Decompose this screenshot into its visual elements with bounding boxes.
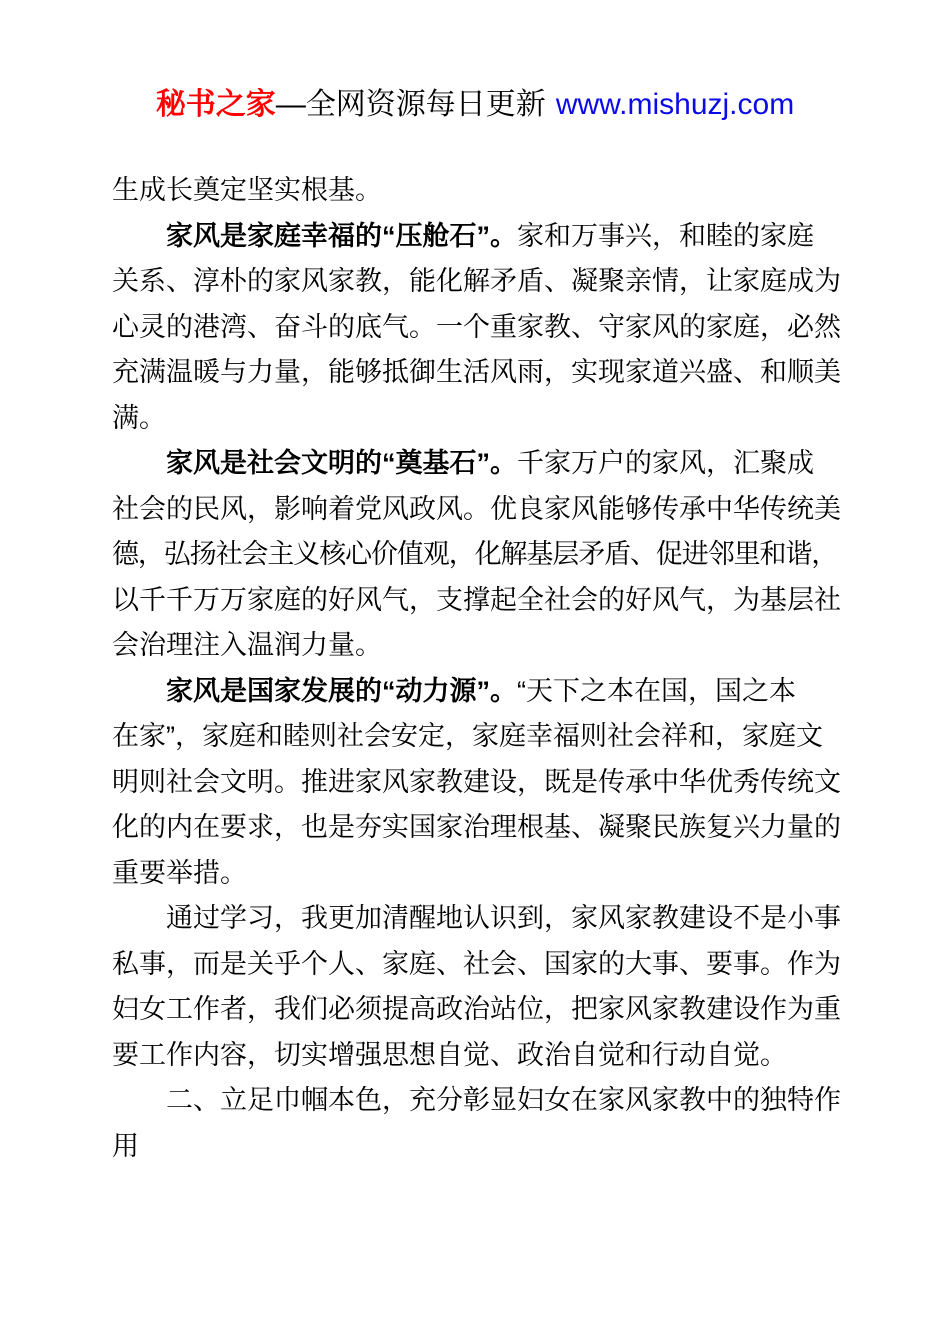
document-body	[112, 168, 841, 1169]
bold-lead-in: 家风是国家发展的“动力源”。	[166, 675, 517, 706]
paragraph-start-line: 家风是社会文明的“奠基石”。千家万户的家风，汇聚成	[166, 448, 814, 478]
text-line: 生成长奠定坚实根基。	[112, 175, 382, 205]
header-url: www.mishuzj.com	[555, 88, 795, 121]
section-heading-line: 二、立足巾帼本色，充分彰显妇女在家风家教中的独特作	[166, 1085, 841, 1115]
section-heading-line: 用	[112, 1130, 139, 1161]
text-line: 满。	[112, 402, 166, 433]
text-line: 重要举措。	[112, 857, 247, 888]
text-line: 化的内在要求，也是夯实国家治理根基、凝聚民族复兴力量的	[112, 812, 841, 842]
text-line: 会治理注入温润力量。	[112, 630, 382, 660]
bold-lead-in: 家风是家庭幸福的“压舱石”。	[166, 220, 517, 251]
text-line: 在家”，家庭和睦则社会安定，家庭幸福则社会祥和，家庭文	[112, 721, 823, 751]
page-header	[0, 86, 950, 124]
text-line: 德，弘扬社会主义核心价值观，化解基层矛盾、促进邻里和谐，	[112, 539, 838, 569]
text-line: 社会的民风，影响着党风政风。优良家风能够传承中华传统美	[112, 493, 841, 524]
text-line: 私事，而是关乎个人、家庭、社会、国家的大事、要事。作为	[112, 948, 841, 979]
brand-text: 秘书之家	[155, 88, 276, 121]
text-line: 要工作内容，切实增强思想自觉、政治自觉和行动自觉。	[112, 1039, 787, 1070]
text-line: 明则社会文明。推进家风家教建设，既是传承中华优秀传统文	[112, 766, 841, 797]
paragraph-start-line: 家风是家庭幸福的“压舱石”。家和万事兴，和睦的家庭	[166, 220, 814, 251]
text-line: 心灵的港湾、奋斗的底气。一个重家教、守家风的家庭，必然	[112, 311, 841, 342]
paragraph-start-line: 通过学习，我更加清醒地认识到，家风家教建设不是小事	[166, 903, 841, 933]
bold-lead-in: 家风是社会文明的“奠基石”。	[166, 448, 517, 478]
text-line: 妇女工作者，我们必须提高政治站位，把家风家教建设作为重	[112, 994, 841, 1024]
header-tagline: —全网资源每日更新	[275, 88, 546, 121]
text-line: 以千千万万家庭的好风气，支撑起全社会的好风气，为基层社	[112, 584, 841, 615]
text-line: 充满温暖与力量，能够抵御生活风雨，实现家道兴盛、和顺美	[112, 357, 841, 387]
text-line: 关系、淳朴的家风家教，能化解矛盾、凝聚亲情，让家庭成为	[112, 266, 841, 296]
paragraph-start-line: 家风是国家发展的“动力源”。“天下之本在国，国之本	[166, 675, 796, 706]
